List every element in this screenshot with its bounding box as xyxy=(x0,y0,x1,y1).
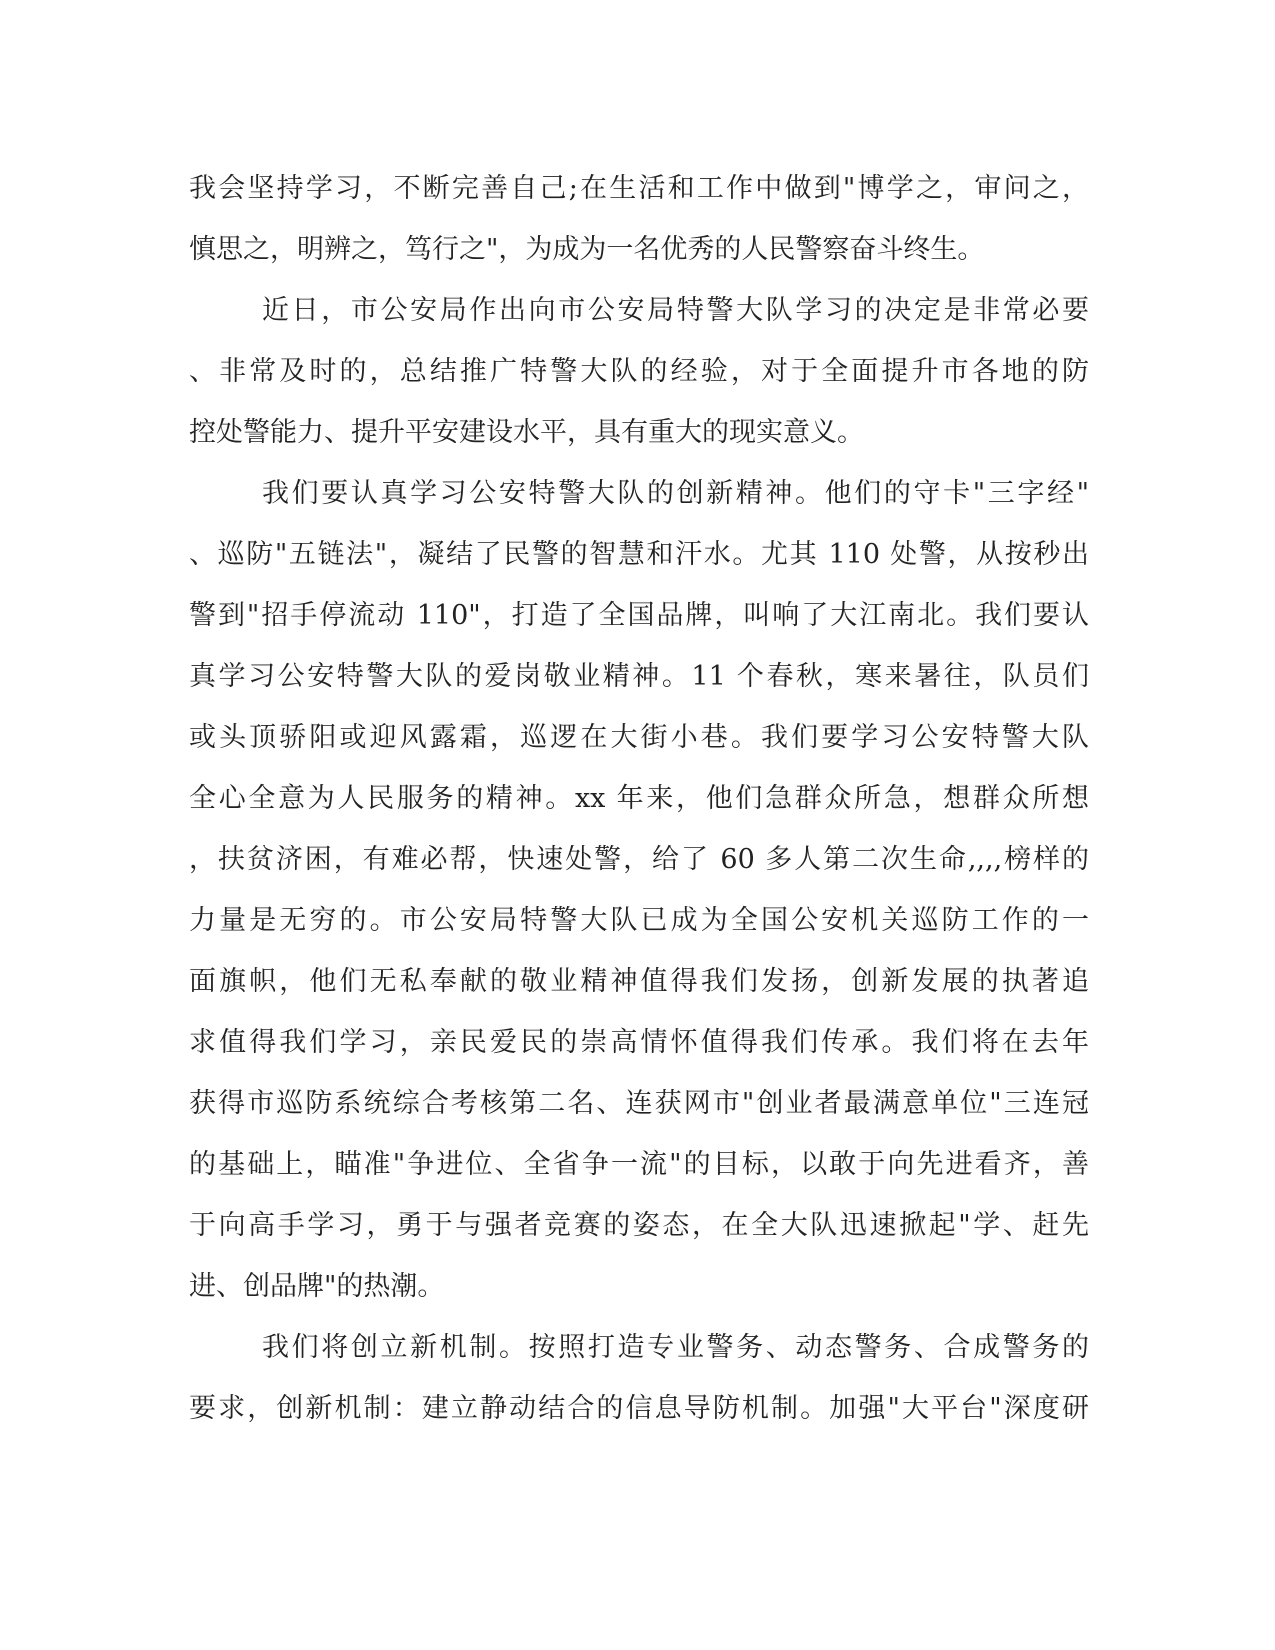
text-line: 我们将创立新机制。按照打造专业警务、动态警务、合成警务的 xyxy=(262,1332,1089,1363)
text-line: 警到"招手停流动 110"，打造了全国品牌，叫响了大江南北。我们要认 xyxy=(189,600,1089,631)
text-line: 近日，市公安局作出向市公安局特警大队学习的决定是非常必要 xyxy=(262,295,1089,326)
text-line: 求值得我们学习，亲民爱民的崇高情怀值得我们传承。我们将在去年 xyxy=(189,1027,1089,1058)
text-line: 真学习公安特警大队的爱岗敬业精神。11 个春秋，寒来暑往，队员们 xyxy=(189,661,1089,692)
text-line: 于向高手学习，勇于与强者竞赛的姿态，在全大队迅速掀起"学、赶先 xyxy=(189,1210,1089,1241)
text-line: 或头顶骄阳或迎风露霜，巡逻在大街小巷。我们要学习公安特警大队 xyxy=(189,722,1089,753)
text-line: 全心全意为人民服务的精神。xx 年来，他们急群众所急，想群众所想 xyxy=(189,783,1089,814)
text-line: 的基础上，瞄准"争进位、全省争一流"的目标，以敢于向先进看齐，善 xyxy=(189,1149,1089,1180)
text-line: 面旗帜，他们无私奉献的敬业精神值得我们发扬，创新发展的执著追 xyxy=(189,966,1089,997)
text-line: 获得市巡防系统综合考核第二名、连获网市"创业者最满意单位"三连冠 xyxy=(189,1088,1089,1119)
text-line: 力量是无穷的。市公安局特警大队已成为全国公安机关巡防工作的一 xyxy=(189,905,1089,936)
text-line: 我会坚持学习，不断完善自己;在生活和工作中做到"博学之，审问之， xyxy=(189,173,1089,204)
text-line: 进、创品牌"的热潮。 xyxy=(189,1271,445,1302)
text-line: 我们要认真学习公安特警大队的创新精神。他们的守卡"三字经" xyxy=(262,478,1089,509)
document-body xyxy=(189,158,1089,1439)
text-line: 要求，创新机制：建立静动结合的信息导防机制。加强"大平台"深度研 xyxy=(189,1393,1089,1424)
text-line: 、巡防"五链法"，凝结了民警的智慧和汗水。尤其 110 处警，从按秒出 xyxy=(189,539,1089,570)
text-line: 控处警能力、提升平安建设水平，具有重大的现实意义。 xyxy=(189,417,864,448)
text-line: ，扶贫济困，有难必帮，快速处警，给了 60 多人第二次生命,,,,榜样的 xyxy=(189,844,1089,875)
text-line: 、非常及时的，总结推广特警大队的经验，对于全面提升市各地的防 xyxy=(189,356,1089,387)
text-line: 慎思之，明辨之，笃行之"，为成为一名优秀的人民警察奋斗终生。 xyxy=(189,234,985,265)
